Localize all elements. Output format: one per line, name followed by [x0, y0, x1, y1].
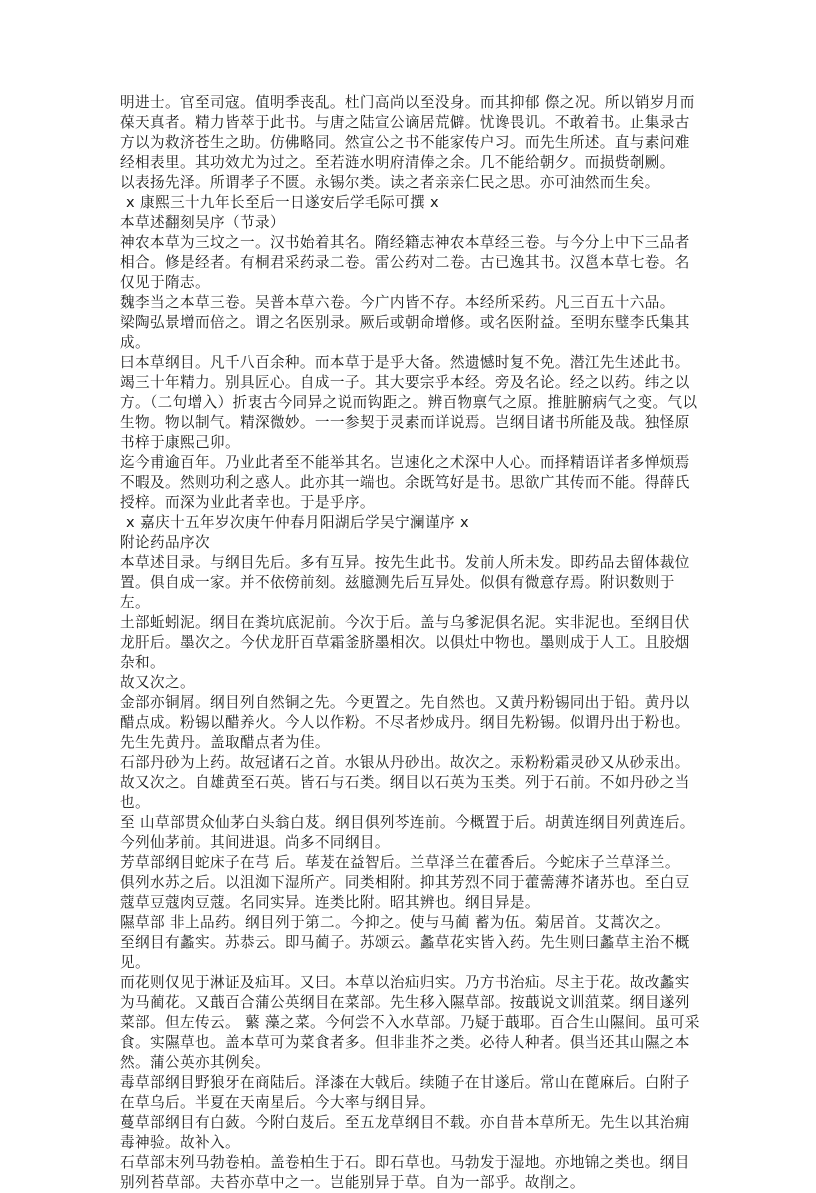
preface-signature: x 康熙三十九年长至后一日遂安后学毛际可撰 x [126, 194, 440, 211]
paragraph: 本草述目录。与纲目先后。多有互异。按先生此书。发前人所未发。即药品去留体裁位置。俱自成一家。并不依傍前刻。兹臆测先后互异处。似俱有微意存焉。附识数则于左。 [120, 554, 690, 611]
paragraph: 魏李当之本草三卷。吴普本草六卷。今广内皆不存。本经所采药。凡三百五十六品。 [120, 294, 675, 311]
paragraph: 以表扬先泽。所谓孝子不匮。永锡尔类。读之者亲亲仁民之思。亦可油然而生矣。 [120, 174, 660, 191]
section-heading: 本草述翻刻吴序（节录） [120, 214, 285, 231]
paragraph: 金部亦铜屑。纲目列自然铜之先。今更置之。先自然也。又黄丹粉锡同出于铅。黄丹以醋点成。粉锡以醋养火。今人以作粉。不尽者炒成丹。纲目先粉锡。似谓丹出于粉也。先生先黄丹。盖取醋点者为佳。 [120, 694, 690, 751]
paragraph: 至 山草部贯众仙茅白头翁白芨。纲目俱列芩连前。今概置于后。胡黄连纲目列黄连后。今列仙茅前。其间进退。尚多不同纲目。 [120, 814, 695, 851]
paragraph: 故又次之。自雄黄至石英。皆石与石类。纲目以石英为玉类。列于石前。不如丹砂之当也。 [120, 774, 690, 811]
paragraph: 石草部末列马勃卷柏。盖卷柏生于石。即石草也。马勃发于湿地。亦地锦之类也。纲目别列苔草部。夫苔亦草中之一。岂能别异于草。自为一部乎。故削之。 [120, 1154, 690, 1191]
section-heading: 附论药品序次 [120, 534, 210, 551]
paragraph: 迄今甫逾百年。乃业此者至不能举其名。岂速化之术深中人心。而择精语详者多惮烦焉不暇及。然则功利之惑人。此亦其一端也。余既笃好是书。思欲广其传而不能。得薛氏授梓。而深为业此者幸也。于是乎序。 [120, 454, 690, 511]
paragraph: 曰本草纲目。凡千八百余种。而本草于是乎大备。然遗憾时复不免。潜江先生述此书。竭三十年精力。别具匠心。自成一子。其大要宗乎本经。旁及名论。经之以药。纬之以方。（二句增入）折衷古今同异之说而钩距之。辨百物禀气之原。推脏腑病气之变。气以生物。物以制气。精深微妙。一一参契于灵素而详说焉。岂纲目诸书所能及哉。独怪原书梓于康熙己卯。 [120, 354, 698, 451]
paragraph: 故又次之。 [120, 674, 195, 691]
paragraph: 至纲目有蠡实。苏恭云。即马蔺子。苏颂云。蠡草花实皆入药。先生则曰蠡草主治不概见。 [120, 934, 690, 971]
paragraph: 明进士。官至司寇。值明季丧乱。杜门高尚以至没身。而其抑郁 傺之况。所以销岁月而葆天真者。精力皆萃于此书。与唐之陆宣公谪居荒僻。忧谗畏讥。不敢着书。止集录古方以为救济苍生之助。仿佛略同。然宣公之书不能家传户习。而先生所述。直与素问难经相表里。其功效尤为过之。至若涟水明府清俸之余。几不能给朝夕。而损赀剞劂。 [120, 94, 695, 171]
preface-signature: x 嘉庆十五年岁次庚午仲春月阳湖后学吴宁澜谨序 x [126, 514, 470, 531]
paragraph: 石部丹砂为上药。故冠诸石之首。水银从丹砂出。故次之。汞粉粉霜灵砂又从砂汞出。 [120, 754, 690, 771]
paragraph: 俱列水苏之后。以沮洳下湿所产。同类相附。抑其芳烈不同于藿薷薄芥诸苏也。至白豆蔻草豆蔻肉豆蔻。名同实异。连类比附。昭其辨也。纲目异是。 [120, 874, 690, 911]
paragraph: 土部蚯蚓泥。纲目在粪坑底泥前。今次于后。盖与乌爹泥俱名泥。实非泥也。至纲目伏龙肝后。墨次之。今伏龙肝百草霜釜脐墨相次。以俱灶中物也。墨则成于人工。且胶烟杂和。 [120, 614, 690, 671]
paragraph: 而花则仅见于淋证及疝耳。又曰。本草以治疝归实。乃方书治疝。尽主于花。故改蠡实为马蔺花。又蕺百合蒲公英纲目在菜部。先生移入隰草部。按蕺说文训菹菜。纲目遂列菜部。但左传云。 蘩 藻之菜。今何尝不入水草部。乃疑于蕺耶。百合生山隰间。虽可采食。实隰草也。盖本草可为菜食者多。但非韭芥之类。必待人种者。俱当还其山隰之本然。蒲公英亦其例矣。 [120, 974, 700, 1071]
paragraph: 芳草部纲目蛇床子在芎 后。荜茇在益智后。兰草泽兰在藿香后。今蛇床子兰草泽兰。 [120, 854, 680, 871]
document-page [120, 93, 700, 1193]
paragraph: 蔓草部纲目有白蔹。今附白芨后。至五龙草纲目不载。亦自昔本草所无。先生以其治痈毒神验。故补入。 [120, 1114, 690, 1151]
paragraph: 梁陶弘景增而倍之。谓之名医别录。厥后或朝命增修。或名医附益。至明东璧李氏集其成。 [120, 314, 690, 351]
paragraph: 神农本草为三坟之一。汉书始着其名。隋经籍志神农本草经三卷。与今分上中下三品者相合。修是经者。有桐君采药录二卷。雷公药对二卷。古已逸其书。汉邕本草七卷。名仅见于隋志。 [120, 234, 690, 291]
paragraph: 毒草部纲目野狼牙在商陆后。泽漆在大戟后。续随子在甘遂后。常山在蓖麻后。白附子在草乌后。半夏在天南星后。今大率与纲目异。 [120, 1074, 690, 1111]
paragraph: 隰草部 非上品药。纲目列于第二。今抑之。使与马蔺 蓄为伍。菊居首。艾蒿次之。 [120, 914, 670, 931]
